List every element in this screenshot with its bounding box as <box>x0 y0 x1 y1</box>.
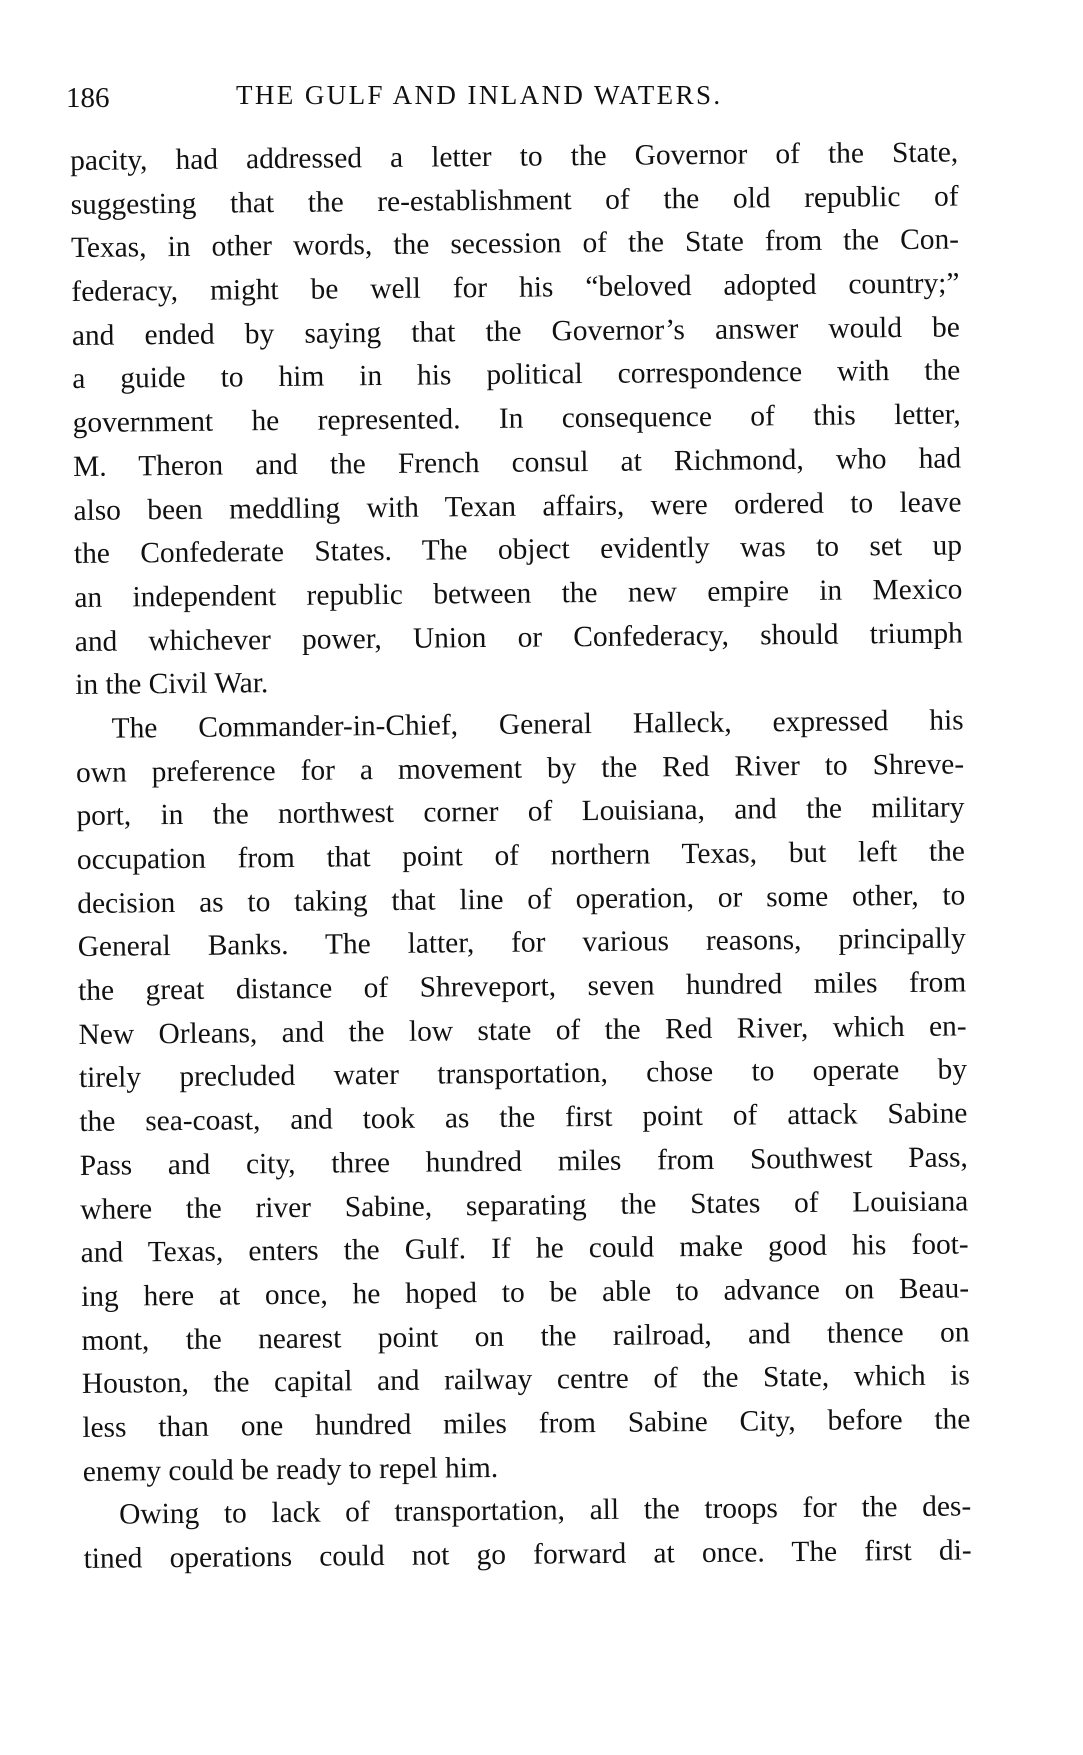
text-line: M. Theron and the French consul at Richmond, who had <box>72 442 962 483</box>
page-number: 186 <box>66 82 110 114</box>
text-line: enemy could be ready to repel him. <box>82 1451 499 1488</box>
text-line: ing here at once, he hoped to be able to advance on Beau- <box>80 1272 970 1313</box>
text-line: government he represented. In consequence of this letter, <box>72 398 961 440</box>
text-line: less than one hundred miles from Sabine City, before the <box>82 1403 971 1444</box>
running-title: THE GULF AND INLAND WATERS. <box>236 80 723 110</box>
text-line: Texas, in other words, the secession of the State from the Con- <box>70 223 960 265</box>
text-line: Owing to lack of transportation, all the troops for the des- <box>119 1490 972 1531</box>
text-line: decision as to taking that line of operation, or some other, to <box>77 879 966 920</box>
text-line: and whichever power, Union or Confederacy, should triumph <box>74 617 963 658</box>
text-line: an independent republic between the new empire in Mexico <box>74 573 963 614</box>
text-line: New Orleans, and the low state of the Red River, which en- <box>78 1010 967 1051</box>
text-line: mont, the nearest point on the railroad, and thence on <box>81 1315 970 1357</box>
text-line: the great distance of Shreveport, seven hundred miles from <box>78 966 967 1008</box>
text-line: The Commander-in-Chief, General Halleck, expressed his <box>111 704 964 745</box>
text-line: the sea-coast, and took as the first point of attack Sabine <box>79 1097 968 1139</box>
text-line: tirely precluded water transportation, chose to operate by <box>78 1053 968 1095</box>
text-line: the Confederate States. The object evidently was to set up <box>73 529 963 571</box>
text-line: suggesting that the re-establishment of the old republic of <box>70 180 959 221</box>
text-line: Pass and city, three hundred miles from Southwest Pass, <box>79 1141 968 1182</box>
text-line: and Texas, enters the Gulf. If he could make good his foot- <box>80 1228 969 1270</box>
text-line: occupation from that point of northern Texas, but left the <box>76 835 966 876</box>
text-line: pacity, had addressed a letter to the Governor of the State, <box>70 136 959 177</box>
text-line: where the river Sabine, separating the States of Louisiana <box>80 1184 969 1226</box>
text-line: a guide to him in his political correspondence with the <box>72 354 961 396</box>
text-line: General Banks. The latter, for various reasons, principally <box>77 922 966 964</box>
text-line: also been meddling with Texan affairs, were ordered to leave <box>73 485 962 527</box>
text-line: own preference for a movement by the Red River to Shreve- <box>75 748 965 789</box>
text-line: Houston, the capital and railway centre of the State, which is <box>81 1359 971 1401</box>
text-line: tined operations could not go forward at once. The first di- <box>83 1534 972 1575</box>
body-text <box>70 131 972 1581</box>
text-line: federacy, might be well for his “beloved adopted country;” <box>71 267 960 309</box>
text-line: port, in the northwest corner of Louisiana, and the military <box>76 791 965 833</box>
text-line: and ended by saying that the Governor’s answer would be <box>71 311 960 352</box>
running-head <box>66 78 986 118</box>
text-line: in the Civil War. <box>75 667 269 702</box>
